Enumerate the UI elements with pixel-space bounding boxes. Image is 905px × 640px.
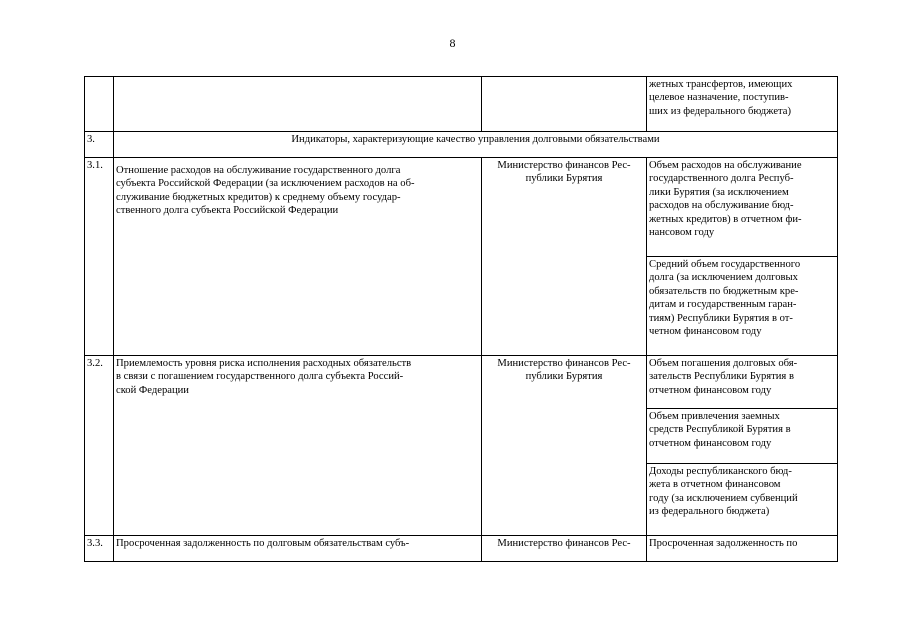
text-line: Министерство финансов Рес- bbox=[497, 358, 631, 369]
row-number: 3.2. bbox=[85, 356, 114, 536]
text-line: служивание бюджетных кредитов) к среднему объему государ- bbox=[116, 191, 401, 203]
row-number: 3.3. bbox=[85, 536, 114, 562]
component-cell bbox=[647, 536, 838, 562]
text-line: субъекта Российской Федерации (за исключением расходов на об- bbox=[116, 178, 415, 190]
text-line: средств Республикой Бурятия в bbox=[649, 424, 791, 436]
text-line: жетных трансфертов, имеющих bbox=[649, 79, 793, 90]
text-line: ской Федерации bbox=[116, 384, 189, 396]
text-line: из федерального бюджета) bbox=[649, 506, 770, 518]
text-line: расходов на обслуживание бюд- bbox=[649, 200, 794, 212]
text-line: обязательств по бюджетным кре- bbox=[649, 285, 799, 297]
component-cell bbox=[647, 158, 838, 257]
num-cell bbox=[85, 77, 114, 132]
responsible-cell bbox=[482, 356, 647, 536]
component-cell bbox=[647, 409, 838, 464]
text-line: государственного долга Респуб- bbox=[649, 173, 794, 185]
text-line: публики Бурятия bbox=[525, 173, 603, 185]
text-line: долга (за исключением долговых bbox=[649, 272, 798, 284]
section-row bbox=[85, 132, 838, 158]
text-line: Министерство финансов Рес- bbox=[497, 538, 631, 549]
text-line: Средний объем государственного bbox=[649, 259, 801, 270]
indicators-table bbox=[84, 76, 838, 562]
section-number: 3. bbox=[85, 132, 114, 158]
text-line: году (за исключением субвенций bbox=[649, 492, 798, 504]
text-line: жетных кредитов) в отчетном фи- bbox=[649, 213, 802, 225]
table-row bbox=[85, 158, 838, 257]
text-line: нансовом году bbox=[649, 227, 715, 239]
indicator-cell bbox=[114, 77, 482, 132]
page-number: 8 bbox=[449, 36, 456, 50]
indicator-cell bbox=[114, 158, 482, 356]
text-line: Просроченная задолженность по долговым обязательствам субъ- bbox=[116, 538, 410, 549]
section-title: Индикаторы, характеризующие качество управления долговыми обязательствами bbox=[114, 132, 838, 158]
text-line: тиям) Республики Бурятия в от- bbox=[649, 312, 793, 324]
component-cell bbox=[647, 257, 838, 356]
table-row bbox=[85, 77, 838, 132]
text-line: отчетном финансовом году bbox=[649, 437, 772, 449]
text-line: жета в отчетном финансовом bbox=[649, 479, 781, 491]
text-line: Министерство финансов Рес- bbox=[497, 160, 631, 171]
text-line: в связи с погашением государственного долга субъекта Россий- bbox=[116, 371, 404, 383]
indicator-cell bbox=[114, 536, 482, 562]
table-row bbox=[85, 536, 838, 562]
table-row bbox=[85, 356, 838, 409]
component-cell bbox=[647, 77, 838, 132]
responsible-cell bbox=[482, 536, 647, 562]
text-line: Доходы республиканского бюд- bbox=[649, 466, 792, 477]
text-line: ственного долга субъекта Российской Федерации bbox=[116, 205, 339, 217]
row-number: 3.1. bbox=[85, 158, 114, 356]
text-line: публики Бурятия bbox=[525, 371, 603, 383]
responsible-cell bbox=[482, 77, 647, 132]
responsible-cell bbox=[482, 158, 647, 356]
text-line: Просроченная задолженность по bbox=[649, 538, 798, 549]
indicator-cell bbox=[114, 356, 482, 536]
component-cell bbox=[647, 356, 838, 409]
component-cell bbox=[647, 464, 838, 536]
text-line: четном финансовом году bbox=[649, 326, 762, 338]
text-line: зательств Республики Бурятия в bbox=[649, 371, 794, 383]
text-line: отчетном финансовом году bbox=[649, 384, 772, 396]
text-line: Приемлемость уровня риска исполнения расходных обязательств bbox=[116, 358, 412, 369]
text-line: лики Бурятия (за исключением bbox=[649, 186, 789, 198]
text-line: Объем привлечения заемных bbox=[649, 411, 780, 422]
text-line: дитам и государственным гаран- bbox=[649, 299, 797, 311]
text-line: Объем расходов на обслуживание bbox=[649, 160, 802, 171]
text-line: Объем погашения долговых обя- bbox=[649, 358, 798, 369]
text-line: ших из федерального бюджета) bbox=[649, 105, 792, 117]
text-line: целевое назначение, поступив- bbox=[649, 92, 789, 104]
text-line: Отношение расходов на обслуживание государственного долга bbox=[116, 165, 401, 176]
